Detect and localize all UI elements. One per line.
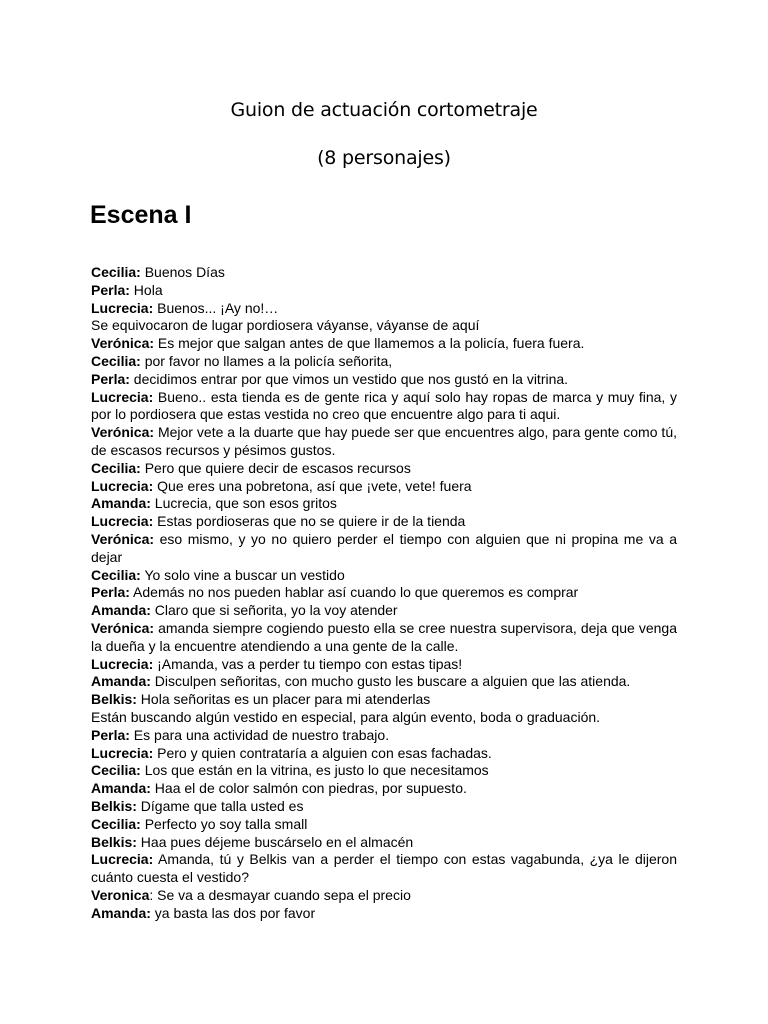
speaker-name: Verónica: (91, 335, 155, 352)
dialogue-line (91, 851, 677, 887)
dialogue-text: Que eres una pobretona, así que ¡vete, vete! fuera (153, 477, 472, 494)
speaker-name: Verónica: (91, 619, 155, 636)
speaker-name: Cecilia: (91, 264, 141, 280)
dialogue-text: Haa pues déjeme buscárselo en el almacén (136, 833, 414, 850)
dialogue-text: amanda siempre cogiendo puesto ella se cree nuestra supervisora, deja que venga la dueña y la encuentre atendiendo a una gente de la calle. (91, 619, 677, 654)
dialogue-line (91, 317, 677, 335)
speaker-name: Perla: (91, 726, 130, 743)
scene-heading: Escena I (90, 201, 192, 229)
speaker-name: Cecilia: (91, 459, 141, 476)
speaker-name: Cecilia: (91, 352, 141, 369)
dialogue-line (91, 834, 677, 852)
speaker-name: Cecilia: (91, 815, 141, 832)
dialogue-line (91, 691, 677, 709)
dialogue-text: Pero que quiere decir de escasos recursos (140, 459, 411, 476)
document-title: Guion de actuación cortometraje (230, 99, 538, 121)
dialogue-text: ¡Amanda, vas a perder tu tiempo con estas tipas! (153, 655, 463, 672)
dialogue-line (91, 335, 677, 353)
dialogue-text: Hola señoritas es un placer para mi atenderlas (136, 691, 431, 708)
dialogue-line (91, 905, 677, 923)
dialogue-line (91, 389, 677, 425)
dialogue-line (91, 656, 677, 674)
dialogue-line (91, 264, 677, 282)
dialogue-text: decidimos entrar por que vimos un vestido que nos gustó en la vitrina. (129, 370, 569, 387)
dialogue-line (91, 300, 677, 318)
dialogue-line (91, 478, 677, 496)
dialogue-line (91, 282, 677, 300)
speaker-name: Perla: (91, 281, 130, 298)
dialogue-text: Están buscando algún vestido en especial, para algún evento, boda o graduación. (91, 708, 601, 725)
speaker-name: Lucrecia: (91, 299, 154, 316)
dialogue-text: Es mejor que salgan antes de que llamemos a la policía, fuera fuera. (154, 335, 585, 352)
speaker-name: Amanda: (91, 673, 151, 690)
dialogue-text: Claro que si señorita, yo la voy atender (150, 602, 398, 619)
dialogue-line (91, 745, 677, 763)
dialogue-line (91, 531, 677, 567)
speaker-name: Amanda: (91, 602, 151, 619)
dialogue-text: Disculpen señoritas, con mucho gusto les buscare a alguien que las atienda. (150, 673, 631, 690)
dialogue-text: Mejor vete a la duarte que hay puede ser que encuentres algo, para gente como tú, de escasos recursos y pésimos gustos. (91, 424, 677, 458)
dialogue-text: Hola (129, 281, 163, 298)
speaker-name: Amanda: (91, 495, 151, 512)
dialogue-text: Haa el de color salmón con piedras, por supuesto. (150, 780, 467, 797)
dialogue-line (91, 567, 677, 585)
dialogue-text: Dígame que talla usted es (136, 797, 304, 814)
speaker-name: Belkis: (91, 691, 137, 708)
dialogue-line (91, 460, 677, 478)
speaker-name: Veronica (91, 886, 150, 903)
dialogue-line (91, 762, 677, 780)
speaker-name: Verónica: (91, 424, 155, 441)
speaker-name: Cecilia: (91, 762, 141, 779)
dialogue-line (91, 371, 677, 389)
dialogue-line (91, 709, 677, 727)
speaker-name: Amanda: (91, 904, 151, 921)
document-subtitle: (8 personajes) (317, 147, 451, 169)
dialogue-text: Es para una actividad de nuestro trabajo. (129, 726, 390, 743)
dialogue-line (91, 798, 677, 816)
speaker-name: Lucrecia: (91, 388, 154, 405)
speaker-name: Lucrecia: (91, 477, 154, 494)
speaker-name: Cecilia: (91, 566, 141, 583)
dialogue-line (91, 727, 677, 745)
dialogue-text: : Se va a desmayar cuando sepa el precio (149, 886, 411, 903)
dialogue-text: Buenos... ¡Ay no!… (153, 299, 279, 316)
dialogue-text: Además no nos pueden hablar así cuando lo que queremos es comprar (129, 584, 579, 601)
dialogue-line (91, 887, 677, 905)
dialogue-text: Los que están en la vitrina, es justo lo que necesitamos (140, 762, 489, 779)
speaker-name: Verónica: (91, 530, 155, 547)
dialogue-line (91, 780, 677, 798)
dialogue-text: Buenos Días (140, 264, 225, 280)
speaker-name: Perla: (91, 584, 130, 601)
dialogue-text: Estas pordioseras que no se quiere ir de la tienda (153, 513, 466, 530)
dialogue-text: Amanda, tú y Belkis van a perder el tiempo con estas vagabunda, ¿ya le dijeron cuánto cuesta el vestido? (91, 851, 677, 886)
speaker-name: Perla: (91, 370, 130, 387)
dialogue-block (91, 264, 677, 922)
dialogue-line (91, 424, 677, 460)
dialogue-text: ya basta las dos por favor (150, 904, 316, 921)
dialogue-line (91, 495, 677, 513)
speaker-name: Lucrecia: (91, 655, 154, 672)
speaker-name: Amanda: (91, 780, 151, 797)
dialogue-line (91, 602, 677, 620)
dialogue-text: por favor no llames a la policía señorita, (140, 352, 393, 369)
speaker-name: Lucrecia: (91, 513, 154, 530)
speaker-name: Belkis: (91, 833, 137, 850)
speaker-name: Lucrecia: (91, 851, 154, 868)
speaker-name: Lucrecia: (91, 744, 154, 761)
dialogue-text: Yo solo vine a buscar un vestido (140, 566, 345, 583)
dialogue-text: Lucrecia, que son esos gritos (150, 495, 337, 512)
dialogue-line (91, 353, 677, 371)
dialogue-text: Bueno.. esta tienda es de gente rica y aquí solo hay ropas de marca y muy fina, y por lo pordiosera que estas vestida no creo que encuentre algo para ti aqui. (91, 388, 677, 423)
dialogue-line (91, 620, 677, 656)
dialogue-text: Perfecto yo soy talla small (140, 815, 308, 832)
dialogue-text: eso mismo, y yo no quiero perder el tiempo con alguien que ni propina me va a dejar (91, 530, 677, 565)
dialogue-text: Pero y quien contrataría a alguien con esas fachadas. (153, 744, 492, 761)
speaker-name: Belkis: (91, 797, 137, 814)
dialogue-line (91, 513, 677, 531)
dialogue-text: Se equivocaron de lugar pordiosera váyanse, váyanse de aquí (91, 317, 480, 334)
dialogue-line (91, 673, 677, 691)
dialogue-line (91, 816, 677, 834)
dialogue-line (91, 584, 677, 602)
